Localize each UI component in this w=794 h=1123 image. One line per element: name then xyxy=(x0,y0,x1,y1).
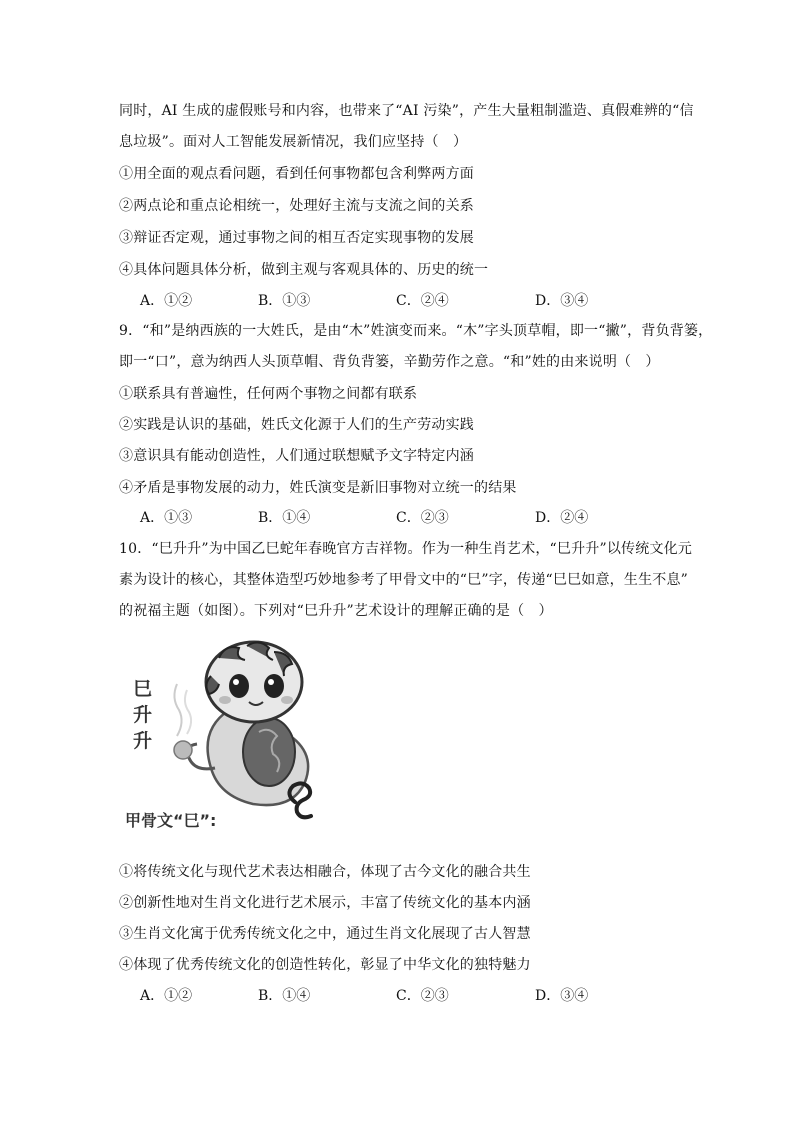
q8-item-4: ④具体问题具体分析，做到主观与客观具体的、历史的统一 xyxy=(119,262,489,278)
q8-option-d[interactable]: D．③④ xyxy=(535,293,589,309)
q9-item-1: ①联系具有普遍性，任何两个事物之间都有联系 xyxy=(119,386,418,402)
q9-item-4: ④矛盾是事物发展的动力，姓氏演变是新旧事物对立统一的结果 xyxy=(119,480,517,496)
q8-item-1: ①用全面的观点看问题，看到任何事物都包含利弊两方面 xyxy=(119,166,474,182)
q10-option-d[interactable]: D．③④ xyxy=(535,988,589,1004)
q8-stem-line-1: 同时，AI 生成的虚假账号和内容，也带来了“AI 污染”，产生大量粗制滥造、真假难辨的“信 xyxy=(119,103,694,119)
q8-option-b[interactable]: B．①③ xyxy=(258,293,311,309)
q10-item-4: ④体现了优秀传统文化的创造性转化，彰显了中华文化的独特魅力 xyxy=(119,957,531,973)
q8-option-c[interactable]: C．②④ xyxy=(396,293,449,309)
q9-option-d[interactable]: D．②④ xyxy=(535,510,589,526)
q10-stem-line-2: 素为设计的核心，其整体造型巧妙地参考了甲骨文中的“巳”字，传递“巳巳如意，生生不息” xyxy=(119,572,689,588)
figure-char-sheng-2: 升 xyxy=(133,730,153,752)
q8-item-2: ②两点论和重点论相统一，处理好主流与支流之间的关系 xyxy=(119,198,474,214)
q10-option-c[interactable]: C．②③ xyxy=(396,988,449,1004)
mascot-figure xyxy=(119,632,334,842)
q10-option-b[interactable]: B．①④ xyxy=(258,988,311,1004)
figure-caption: 甲骨文“巳”: xyxy=(125,811,217,830)
q9-item-3: ③意识具有能动创造性，人们通过联想赋予文字特定内涵 xyxy=(119,448,474,464)
q10-item-1: ①将传统文化与现代艺术表达相融合，体现了古今文化的融合共生 xyxy=(119,864,531,880)
q8-option-a[interactable]: A．①② xyxy=(140,293,193,309)
q10-option-a[interactable]: A．①② xyxy=(140,988,193,1004)
q10-item-2: ②创新性地对生肖文化进行艺术展示，丰富了传统文化的基本内涵 xyxy=(119,895,531,911)
q9-item-2: ②实践是认识的基础，姓氏文化源于人们的生产劳动实践 xyxy=(119,417,474,433)
q9-stem-line-2: 即一“口”，意为纳西人头顶草帽、背负背篓，辛勤劳作之意。“和”姓的由来说明（ ） xyxy=(119,354,660,370)
q8-stem-line-2: 息垃圾”。面对人工智能发展新情况，我们应坚持（ ） xyxy=(119,134,468,150)
q9-stem-line-1: 9．“和”是纳西族的一大姓氏，是由“木”姓演变而来。“木”字头顶草帽，即一“撇”，背负背篓， xyxy=(119,323,713,339)
q9-option-a[interactable]: A．①③ xyxy=(140,510,193,526)
q10-stem-line-3: 的祝福主题（如图）。下列对“巳升升”艺术设计的理解正确的是（ ） xyxy=(119,603,553,619)
q9-option-b[interactable]: B．①④ xyxy=(258,510,311,526)
q8-item-3: ③辩证否定观，通过事物之间的相互否定实现事物的发展 xyxy=(119,230,474,246)
figure-char-si: 巳 xyxy=(133,678,153,700)
q10-item-3: ③生肖文化寓于优秀传统文化之中，通过生肖文化展现了古人智慧 xyxy=(119,926,531,942)
q10-stem-line-1: 10．“巳升升”为中国乙巳蛇年春晚官方吉祥物。作为一种生肖艺术，“巳升升”以传统文化元 xyxy=(119,541,693,557)
figure-char-sheng-1: 升 xyxy=(133,704,153,726)
q9-option-c[interactable]: C．②③ xyxy=(396,510,449,526)
